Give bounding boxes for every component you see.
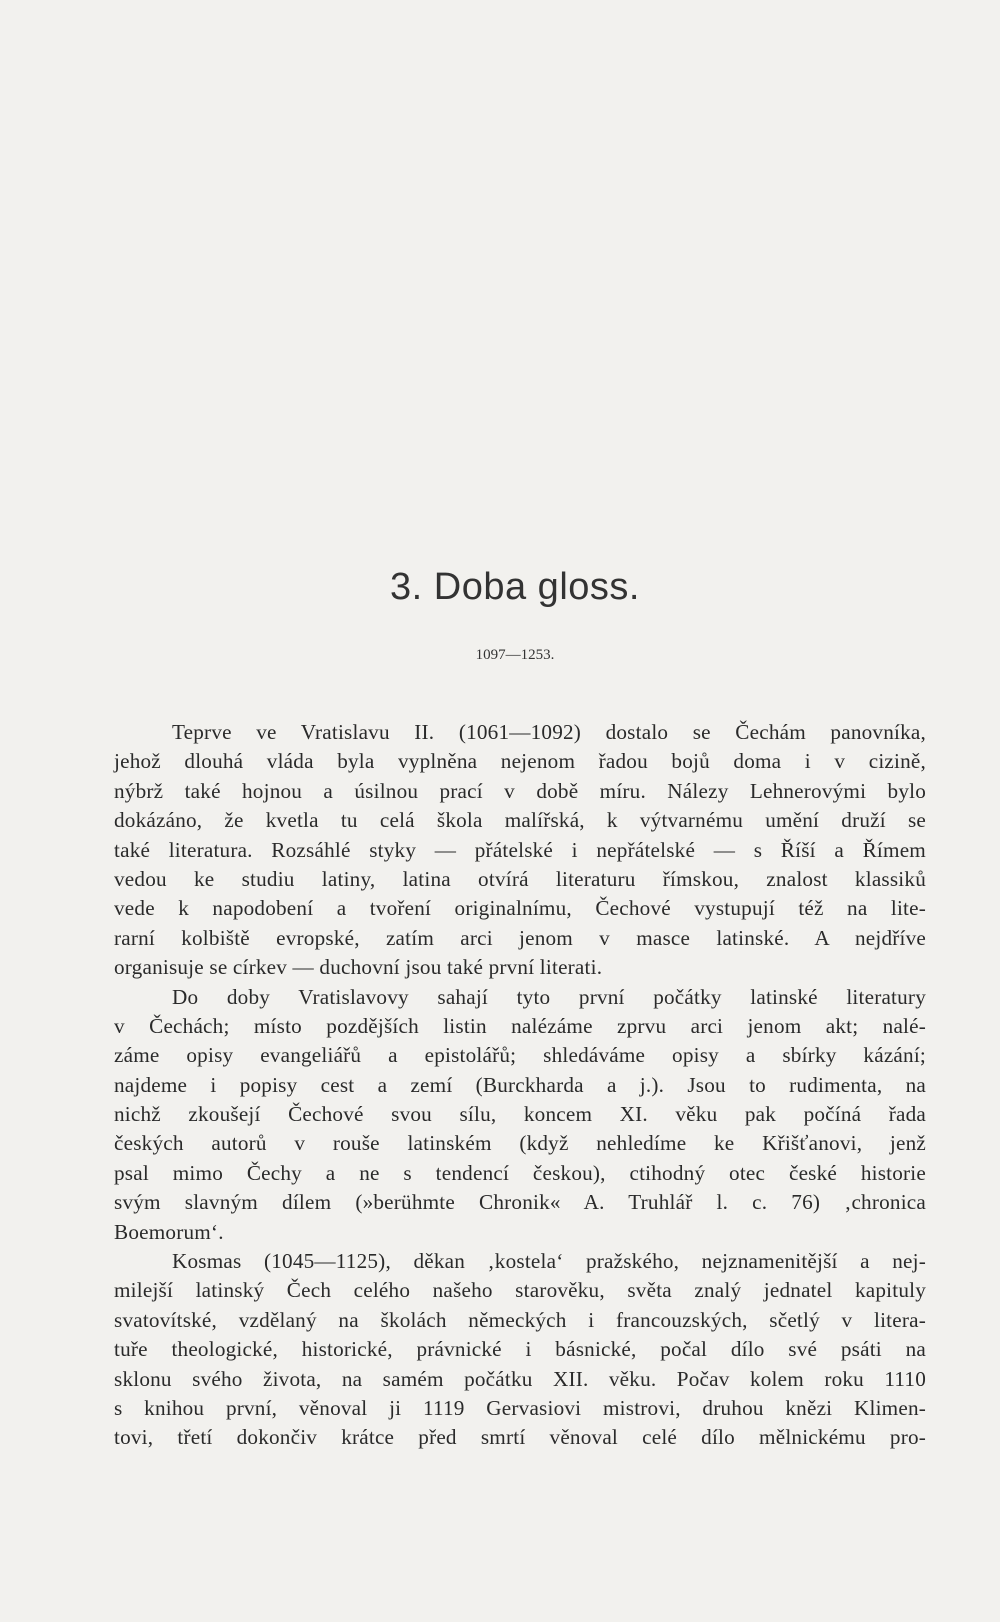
text-line: tuře theologické, historické, právnické i básnické, počal dílo své psáti na xyxy=(114,1337,926,1362)
text-line: Teprve ve Vratislavu II. (1061—1092) dostalo se Čechám panovníka, xyxy=(172,720,926,744)
text-line: sklonu svého života, na samém počátku XII. věku. Počav kolem roku 1110 xyxy=(114,1366,926,1391)
chapter-years: 1097—1253. xyxy=(475,647,555,663)
text-line: svým slavným dílem (»berühmte Chronik« A. Truhlář l. c. 76) ‚chronica xyxy=(114,1190,926,1215)
text-line: jehož dlouhá vláda byla vyplněna nejenom řadou bojů doma i v cizině, xyxy=(114,749,926,774)
text-line: Boemorum‘. xyxy=(114,1219,224,1244)
text-line: nýbrž také hojnou a úsilnou prací v době míru. Nálezy Lehnerovými bylo xyxy=(114,778,926,803)
text-line: milejší latinský Čech celého našeho starověku, světa znalý jednatel kapituly xyxy=(114,1278,926,1303)
text-line: také literatura. Rozsáhlé styky — přátelské i nepřátelské — s Říší a Římem xyxy=(114,837,926,862)
text-line: Do doby Vratislavovy sahají tyto první počátky latinské literatury xyxy=(172,984,926,1009)
paragraph xyxy=(114,718,926,983)
text-line: záme opisy evangeliářů a epistolářů; shledáváme opisy a sbírky kázání; xyxy=(114,1043,926,1068)
paragraph xyxy=(114,983,926,1248)
text-line: Kosmas (1045—1125), děkan ‚kostela‘ pražského, nejznamenitější a nej- xyxy=(172,1249,926,1274)
text-line: organisuje se církev — duchovní jsou také první literati. xyxy=(114,955,603,980)
text-line: vedou ke studiu latiny, latina otvírá literaturu římskou, znalost klassiků xyxy=(114,866,926,891)
text-line: tovi, třetí dokončiv krátce před smrtí věnoval celé dílo mělnickému pro- xyxy=(114,1425,926,1450)
text-line: rarní kolbiště evropské, zatím arci jenom v masce latinské. A nejdříve xyxy=(114,925,926,950)
text-line: dokázáno, že kvetla tu celá škola malířská, k výtvarnému umění druží se xyxy=(114,808,926,833)
text-line: vede k napodobení a tvoření originalnímu, Čechové vystupují též na lite- xyxy=(114,896,926,921)
text-line: psal mimo Čechy a ne s tendencí českou), ctihodný otec české historie xyxy=(114,1160,926,1185)
paragraph xyxy=(114,1247,926,1453)
text-line: najdeme i popisy cest a zemí (Burckharda a j.). Jsou to rudimenta, na xyxy=(114,1072,926,1097)
chapter-title: 3. Doba gloss. xyxy=(390,566,640,608)
text-line: svatovítské, vzdělaný na školách německých i francouzských, sčetlý v litera- xyxy=(114,1307,926,1332)
text-line: českých autorů v rouše latinském (když nehledíme ke Křišťanovi, jenž xyxy=(114,1131,926,1156)
text-line: s knihou první, věnoval ji 1119 Gervasiovi mistrovi, druhou knězi Klimen- xyxy=(114,1395,926,1420)
body-text xyxy=(114,718,926,1453)
text-line: v Čechách; místo pozdějších listin nalézáme zprvu arci jenom akt; nalé- xyxy=(114,1013,926,1038)
text-line: nichž zkoušejí Čechové svou sílu, koncem XI. věku pak počíná řada xyxy=(114,1102,926,1127)
